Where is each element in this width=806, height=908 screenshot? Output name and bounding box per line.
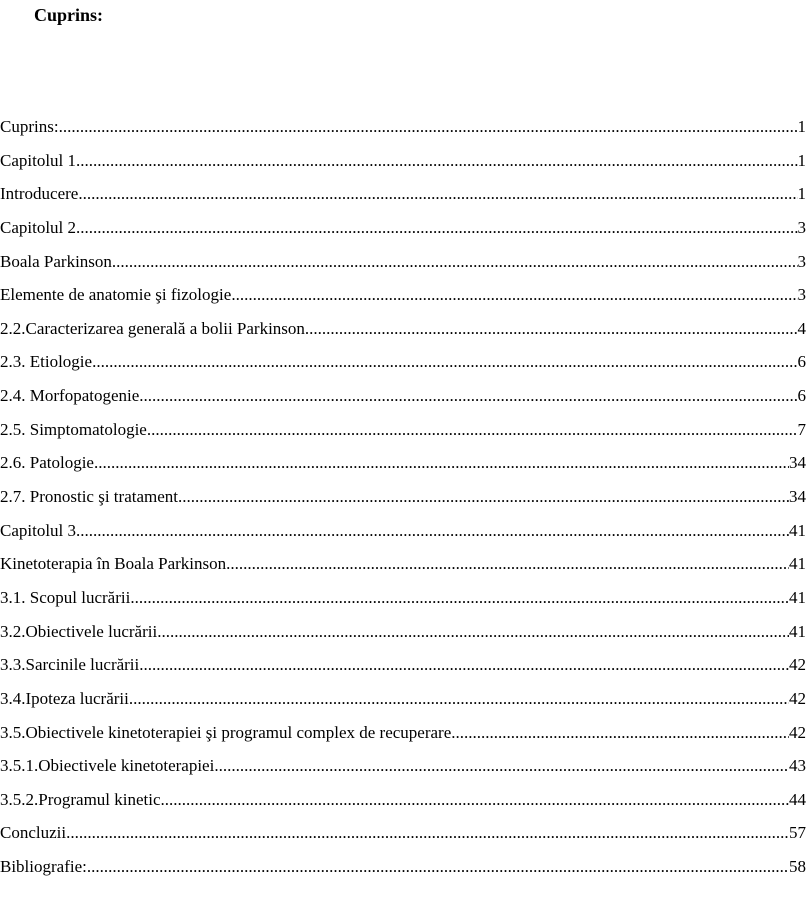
toc-leader-dots (231, 285, 797, 305)
toc-entry[interactable] (0, 418, 806, 452)
toc-entry-page: 42 (789, 655, 806, 675)
toc-entry[interactable] (0, 485, 806, 519)
toc-leader-dots (147, 420, 798, 440)
toc-leader-dots (214, 756, 789, 776)
toc-entry-page: 57 (789, 823, 806, 843)
toc-leader-dots (66, 823, 789, 843)
toc-leader-dots (129, 689, 789, 709)
toc-leader-dots (92, 352, 797, 372)
toc-leader-dots (59, 117, 798, 137)
toc-entry-title: Capitolul 2 (0, 217, 77, 237)
toc-entry-page: 1 (797, 117, 806, 136)
toc-leader-dots (451, 723, 789, 743)
toc-entry-page: 7 (797, 419, 806, 439)
toc-leader-dots (178, 487, 789, 507)
toc-entry-title: 3.3.Sarcinile lucrării (0, 655, 140, 675)
toc-entry-page: 1 (797, 150, 806, 170)
toc-leader-dots (87, 857, 789, 877)
toc-leader-dots (76, 151, 797, 171)
page-title: Cuprins: (34, 5, 104, 25)
toc-entry-page: 41 (789, 520, 806, 540)
toc-entry[interactable] (0, 317, 806, 351)
toc-entry[interactable] (0, 552, 806, 586)
toc-entry-title: 3.4.Ipoteza lucrării (0, 688, 129, 708)
table-of-contents (0, 115, 806, 889)
toc-entry-page: 41 (789, 554, 806, 574)
toc-entry[interactable] (0, 586, 806, 620)
toc-entry-title: Bibliografie: (0, 857, 87, 877)
toc-entry[interactable] (0, 384, 806, 418)
toc-entry-title: Elemente de anatomie şi fizologie (0, 285, 232, 305)
toc-entry-page: 3 (797, 217, 806, 237)
toc-entry[interactable] (0, 855, 806, 889)
toc-entry-title: Concluzii (0, 823, 67, 843)
toc-entry-title: Boala Parkinson (0, 251, 112, 271)
toc-entry-page: 6 (797, 386, 806, 406)
toc-entry-title: 2.7. Pronostic şi tratament (0, 487, 179, 507)
toc-leader-dots (76, 218, 797, 238)
toc-entry-title: 2.3. Etiologie (0, 352, 93, 372)
toc-entry-page: 44 (789, 789, 806, 809)
toc-entry[interactable] (0, 721, 806, 755)
toc-leader-dots (130, 588, 789, 608)
toc-entry[interactable] (0, 350, 806, 384)
toc-entry[interactable] (0, 182, 806, 216)
toc-leader-dots (94, 453, 789, 473)
toc-entry-page: 34 (789, 487, 806, 507)
toc-entry-page: 3 (797, 285, 806, 305)
toc-leader-dots (305, 319, 798, 339)
toc-entry-page: 41 (789, 587, 806, 607)
toc-leader-dots (76, 521, 789, 541)
toc-entry-title: 2.4. Morfopatogenie (0, 386, 140, 406)
toc-entry-title: 2.6. Patologie (0, 453, 94, 473)
toc-entry[interactable] (0, 620, 806, 654)
toc-leader-dots (78, 184, 797, 204)
toc-entry[interactable] (0, 687, 806, 721)
toc-entry[interactable] (0, 216, 806, 250)
toc-entry-title: 3.1. Scopul lucrării (0, 587, 131, 607)
toc-entry[interactable] (0, 821, 806, 855)
toc-entry-page: 58 (789, 857, 806, 877)
toc-leader-dots (226, 554, 789, 574)
toc-leader-dots (112, 252, 798, 272)
toc-entry-title: Introducere (0, 184, 79, 204)
toc-entry-title: 2.2.Caracterizarea generală a bolii Parkinson (0, 318, 305, 338)
toc-entry-page: 43 (789, 756, 806, 776)
toc-entry-title: 3.5.Obiectivele kinetoterapiei şi programul complex de recuperare (0, 722, 452, 742)
toc-leader-dots (157, 622, 789, 642)
toc-entry-page: 4 (797, 318, 806, 338)
toc-entry-title: 3.5.1.Obiectivele kinetoterapiei (0, 756, 215, 776)
toc-entry[interactable] (0, 115, 806, 149)
toc-entry[interactable] (0, 283, 806, 317)
toc-entry[interactable] (0, 519, 806, 553)
toc-entry[interactable] (0, 451, 806, 485)
toc-entry-title: Capitolul 3 (0, 520, 77, 540)
toc-entry-page: 41 (789, 621, 806, 641)
toc-entry[interactable] (0, 149, 806, 183)
toc-entry-title: 3.2.Obiectivele lucrării (0, 621, 158, 641)
toc-leader-dots (161, 790, 789, 810)
toc-entry[interactable] (0, 754, 806, 788)
toc-entry-page: 6 (797, 352, 806, 372)
toc-entry-title: Cuprins: (0, 117, 59, 136)
toc-entry-title: 2.5. Simptomatologie (0, 419, 147, 439)
toc-entry-page: 3 (797, 251, 806, 271)
toc-entry-page: 34 (789, 453, 806, 473)
toc-entry-page: 42 (789, 722, 806, 742)
toc-leader-dots (139, 386, 797, 406)
toc-entry[interactable] (0, 653, 806, 687)
toc-entry-title: Kinetoterapia în Boala Parkinson (0, 554, 227, 574)
toc-entry-title: 3.5.2.Programul kinetic (0, 789, 161, 809)
toc-entry[interactable] (0, 250, 806, 284)
toc-entry-title: Capitolul 1 (0, 150, 77, 170)
toc-leader-dots (139, 655, 789, 675)
toc-entry[interactable] (0, 788, 806, 822)
toc-entry-page: 42 (789, 688, 806, 708)
toc-entry-page: 1 (797, 184, 806, 204)
